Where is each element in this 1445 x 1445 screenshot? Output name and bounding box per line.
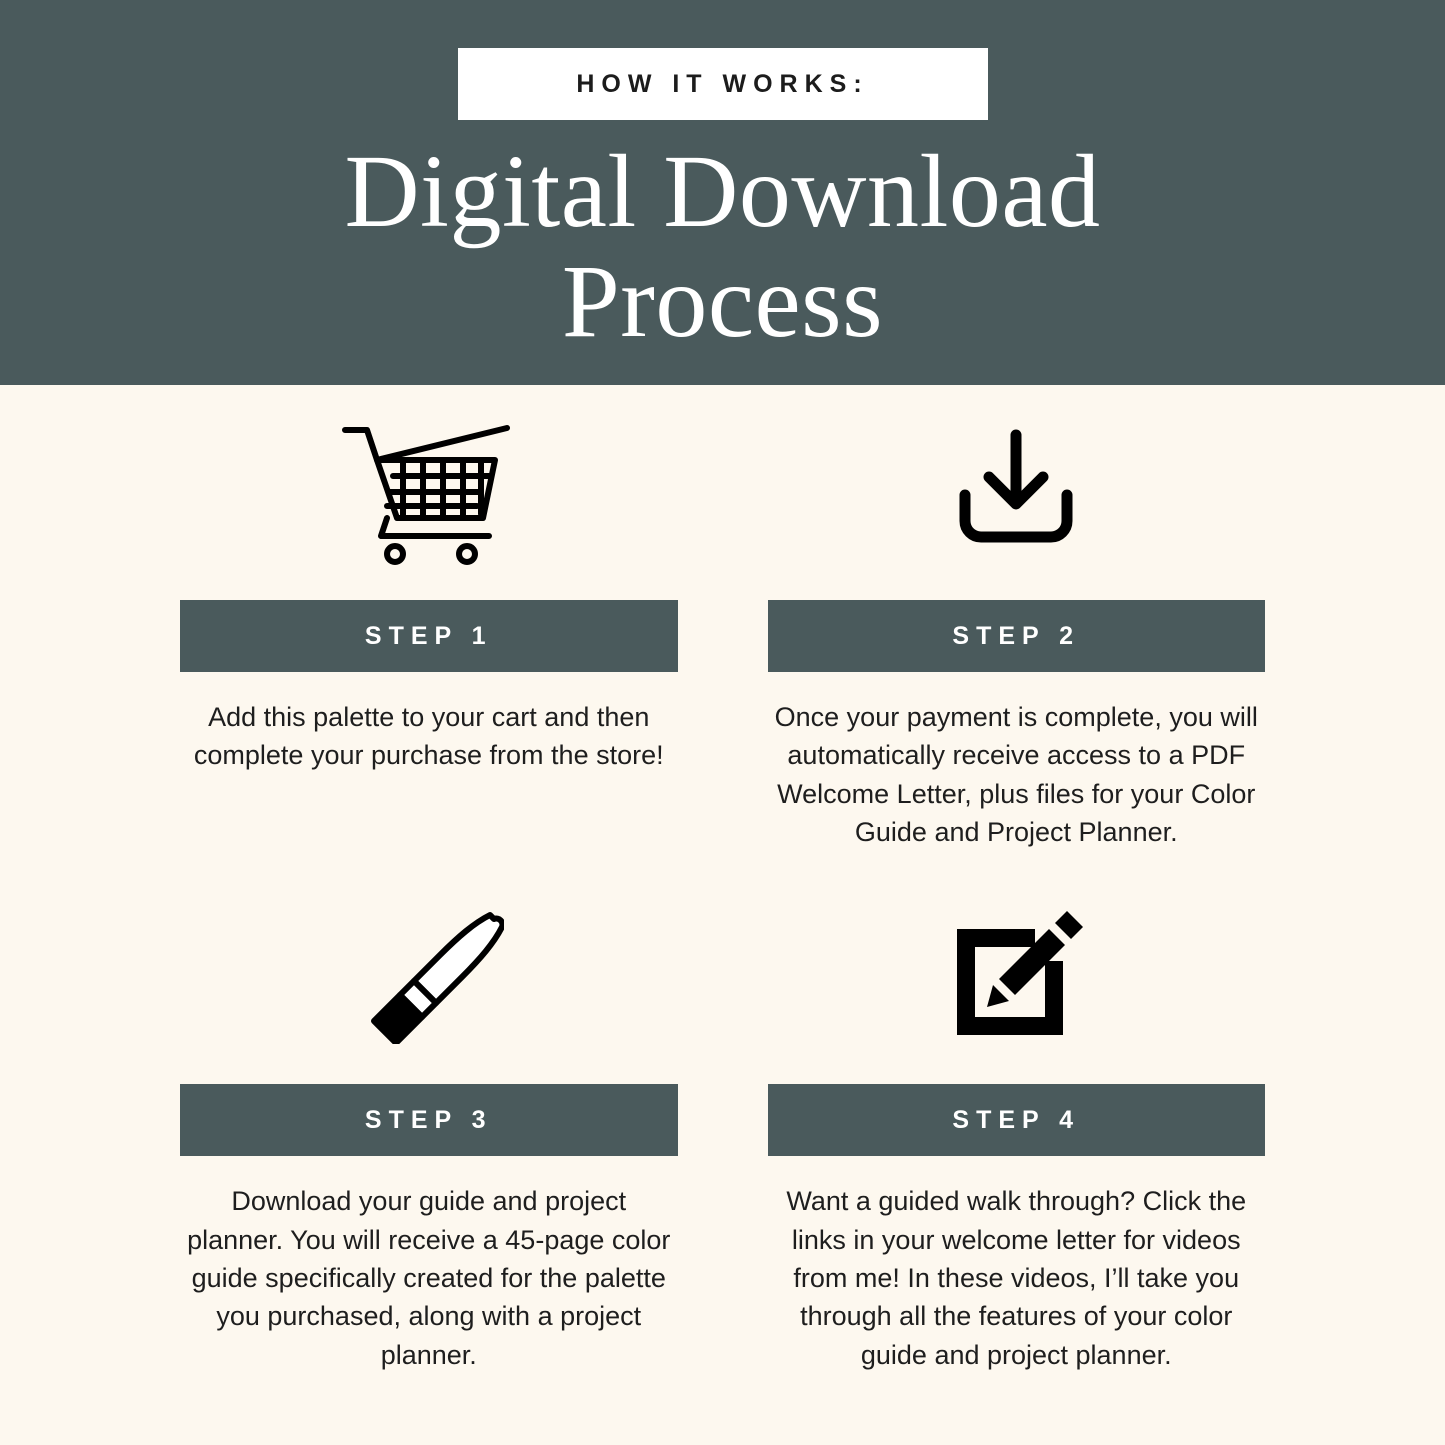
page-title-line-1: Digital Download [344,134,1101,249]
step-description-4: Want a guided walk through? Click the links in your welcome letter for videos from me! In these videos, I’ll take you through all the features of your color guide and project planner. [786,1186,1247,1370]
step-description-1: Add this palette to your cart and then complete your purchase from the store! [193,702,664,771]
step-label-4: STEP 4 [952,1105,1081,1134]
edit-square-pencil-icon [768,869,1266,1084]
step-label-band-1 [180,600,678,672]
step-description-2: Once your payment is complete, you will automatically receive access to a PDF Welcome Letter, plus files for your Color Guide and Project Planner. [774,702,1258,847]
step-card-2 [768,385,1266,851]
paint-brush-icon [180,869,678,1084]
step-label-band-2 [768,600,1266,672]
steps-grid [0,385,1445,1374]
step-label-band-4 [768,1084,1266,1156]
step-description-3: Download your guide and project planner. You will receive a 45-page color guide specifically created for the palette you purchased, along with a project planner. [187,1186,671,1370]
eyebrow-label: HOW IT WORKS: [576,69,869,98]
step-card-3 [180,851,678,1374]
step-card-1 [180,385,678,851]
step-label-1: STEP 1 [364,621,493,650]
download-icon [768,385,1266,600]
page-title [0,134,1445,359]
page-title-line-2: Process [561,244,884,359]
eyebrow-badge [458,48,988,120]
step-label-2: STEP 2 [952,621,1081,650]
step-card-4 [768,851,1266,1374]
header-banner [0,0,1445,385]
step-label-3: STEP 3 [364,1105,493,1134]
step-label-band-3 [180,1084,678,1156]
shopping-cart-icon [180,385,678,600]
